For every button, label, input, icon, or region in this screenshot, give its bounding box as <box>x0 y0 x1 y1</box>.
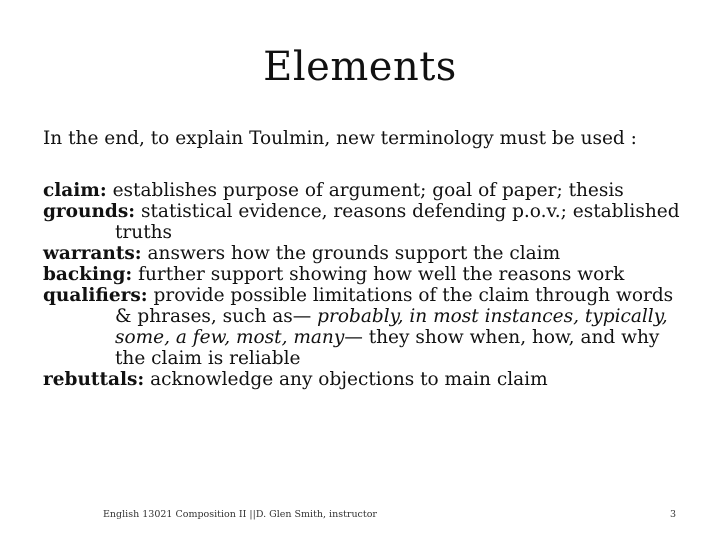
term-examples-continued: typically, some, a few, most, many <box>115 306 668 348</box>
term-definition: acknowledge any objections to main claim <box>150 369 548 390</box>
intro-text: In the end, to explain Toulmin, new terminology must be used : <box>43 128 637 149</box>
term-qualifiers <box>43 285 683 369</box>
term-definition: answers how the grounds support the claim <box>147 243 561 264</box>
term-grounds <box>43 201 683 243</box>
term-definition-continued: — they show when, <box>344 327 527 348</box>
term-definition-continued: established truths <box>115 201 680 243</box>
slide-title: Elements <box>263 44 457 90</box>
term-definition: further support showing how well the reasons work <box>138 264 625 285</box>
term-rebuttals <box>43 369 683 390</box>
term-label: warrants: <box>43 243 142 264</box>
term-warrants <box>43 243 683 264</box>
term-label: rebuttals: <box>43 369 145 390</box>
term-definition: establishes purpose of argument; goal of paper; thesis <box>112 180 624 201</box>
term-backing <box>43 264 683 285</box>
term-label: backing: <box>43 264 133 285</box>
term-label: qualifiers: <box>43 285 148 306</box>
terms-list <box>43 180 683 390</box>
term-label: claim: <box>43 180 107 201</box>
page-number: 3 <box>670 509 677 520</box>
term-examples: probably, in most instances, <box>317 306 579 327</box>
term-claim <box>43 180 683 201</box>
term-definition: provide possible limitations of the claim through <box>153 285 611 306</box>
term-definition: statistical evidence, reasons defending p.o.v.; <box>141 201 567 222</box>
term-definition-continued: how, and why the claim is reliable <box>115 327 660 369</box>
term-label: grounds: <box>43 201 136 222</box>
footer-course-info: English 13021 Composition II ||D. Glen Smith, instructor <box>103 509 377 520</box>
term-definition-continued: words & phrases, such as— <box>115 285 674 327</box>
